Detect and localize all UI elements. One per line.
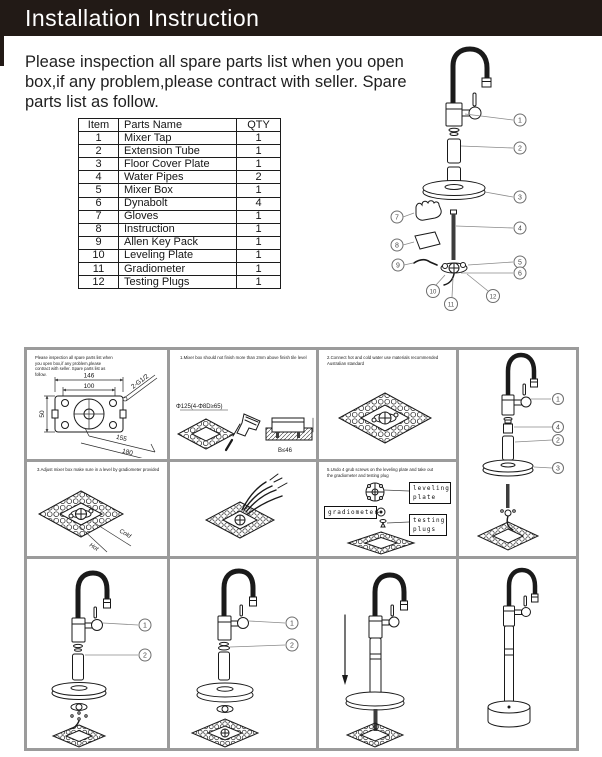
instruction-grid [24,347,579,751]
name-cell: Water Pipes [119,171,237,184]
svg-text:2-G1/2: 2-G1/2 [130,373,151,391]
callout-3 [485,191,526,203]
testing-plugs-label: testing plugs [409,514,447,536]
svg-text:2: 2 [518,145,522,153]
table-row [79,145,281,158]
qty-cell: 1 [237,210,281,223]
svg-text:4: 4 [518,225,522,233]
svg-text:5: 5 [518,259,522,267]
name-cell: Gradiometer [119,263,237,276]
name-cell: Floor Cover Plate [119,158,237,171]
svg-text:7: 7 [395,214,399,222]
item-cell: 3 [79,158,119,171]
svg-text:11: 11 [447,302,455,309]
col-header-parts-name: Parts Name [119,119,237,132]
table-row [79,197,281,210]
table-row [79,158,281,171]
callout-2 [515,435,564,446]
item-cell: 6 [79,197,119,210]
qty-cell: 4 [237,197,281,210]
svg-text:Hot: Hot [87,542,100,553]
panel-caption: 1.Mixer box should not finish more than 2mm above finish tile level [180,355,307,360]
panel-caption: 5.Undo 4 grub screws on the leveling plate and take out the gradiometer and testing plug [327,467,434,478]
faucet-step-drawing [170,559,316,748]
assembled-faucet-drawing [459,559,576,748]
callout-12 [467,274,500,303]
panel-caption: Please inspection all spare parts list when you open box,if any problem,please contract with seller. Spare parts list as follow. [35,355,113,378]
item-cell: 7 [79,210,119,223]
callout-2 [230,639,298,651]
item-cell: 10 [79,249,119,262]
name-cell: Mixer Tap [119,132,237,145]
svg-text:1: 1 [556,396,560,404]
svg-text:2: 2 [143,652,147,660]
item-cell: 2 [79,145,119,158]
callout-2 [461,142,526,154]
panel-caption: 2.Connect hot and cold water use materials recommended Australian standard [327,355,439,366]
item-cell: 8 [79,223,119,236]
item-cell: 9 [79,236,119,249]
mixer-box-top-view-drawing [27,366,167,458]
mixer-box-hoses-drawing [170,462,316,556]
name-cell: Testing Plugs [119,276,237,289]
qty-cell: 1 [237,145,281,158]
callout-1 [249,617,298,629]
qty-cell: 1 [237,276,281,289]
svg-text:2: 2 [556,437,560,445]
callout-2 [85,649,151,661]
cross-section-drawing [266,418,313,440]
table-row [79,184,281,197]
item-cell: 5 [79,184,119,197]
qty-cell: 1 [237,236,281,249]
name-cell: Allen Key Pack [119,236,237,249]
panel-mixer-box-pipes [170,462,316,556]
svg-text:50: 50 [39,410,46,418]
item-cell: 12 [79,276,119,289]
svg-text:8: 8 [395,242,399,250]
qty-cell: 1 [237,249,281,262]
col-header-qty: QTY [237,119,281,132]
qty-cell: 1 [237,132,281,145]
svg-text:12: 12 [489,294,497,301]
callout-1 [531,394,564,405]
callout-11 [445,278,458,311]
allen-key-drawing [414,260,437,265]
item-cell: 4 [79,171,119,184]
svg-text:1: 1 [518,117,522,125]
panel-step5-remove-gradiometer [319,462,456,556]
qty-cell: 1 [237,184,281,197]
cold-hot-connection-drawing [27,472,167,556]
callout-3 [534,463,564,474]
callout-9 [392,259,413,271]
instruction-sheet-drawing [415,232,440,249]
name-cell: Extension Tube [119,145,237,158]
name-cell: Mixer Box [119,184,237,197]
table-row [79,171,281,184]
intro-text: Please inspection all spare parts list when you open box,if any problem,please contract with seller. Spare parts list as follow. [25,53,407,112]
item-cell: 1 [79,132,119,145]
panel-finished-faucet [459,559,576,748]
panel-install-faucet-b [170,559,316,748]
callout-10 [427,275,446,298]
panel-caption: 3.Adjust mixer box make sure in a level by gradiometer provided [37,467,160,472]
callout-1 [103,619,151,631]
tiled-floor-mixer-box-drawing [319,366,456,456]
item-cell: 11 [79,263,119,276]
svg-text:10: 10 [429,289,437,296]
qty-cell: 1 [237,158,281,171]
table-row [79,236,281,249]
faucet-insert-drawing [319,559,456,748]
name-cell: Gloves [119,210,237,223]
callout-5 [468,256,526,268]
faucet-step-drawing [27,559,167,748]
svg-text:180: 180 [121,447,134,458]
leveling-plate-label: leveling plate [409,482,451,504]
svg-text:6: 6 [518,270,522,278]
panel-install-faucet-a [27,559,167,748]
qty-cell: 1 [237,263,281,276]
svg-text:146: 146 [83,372,95,380]
svg-text:9: 9 [396,262,400,270]
svg-text:100: 100 [83,383,95,390]
svg-text:1: 1 [290,620,294,628]
svg-text:2: 2 [290,642,294,650]
tile-hole-drill-drawing [170,362,316,458]
callout-8 [391,239,414,251]
qty-cell: 2 [237,171,281,184]
table-row [79,132,281,145]
table-row [79,210,281,223]
panel-faucet-exploded [459,350,576,556]
name-cell: Dynabolt [119,197,237,210]
panel-insert-faucet [319,559,456,748]
svg-text:3: 3 [518,194,522,202]
callout-4 [456,222,526,234]
callout-7 [391,211,414,223]
faucet-exploded-diagram [385,46,550,332]
faucet-exploded-drawing [459,350,576,556]
name-cell: Instruction [119,223,237,236]
panel-parts-overview [27,350,167,459]
svg-text:Cold: Cold [118,528,132,540]
parts-table [78,118,281,289]
svg-text:4: 4 [556,424,560,432]
page-title: Installation Instruction [25,4,260,31]
svg-text:155: 155 [115,433,128,444]
svg-text:1: 1 [143,622,147,630]
table-row [79,263,281,276]
table-row [79,223,281,236]
table-header-row [79,119,281,132]
svg-text:3: 3 [556,465,560,473]
table-row [79,249,281,262]
svg-text:B≤46: B≤46 [278,448,292,454]
left-edge-strip [0,36,4,66]
table-row [79,276,281,289]
callout-4 [514,422,564,433]
qty-cell: 1 [237,223,281,236]
panel-step1-mixer-box-install [170,350,316,459]
col-header-item: Item [79,119,119,132]
title-bar [0,0,602,36]
panel-step2-connect-water [319,350,456,459]
faucet-drawing [414,49,491,285]
gloves-drawing [416,201,441,220]
name-cell: Leveling Plate [119,249,237,262]
panel-step3-level-mixer-box [27,462,167,556]
svg-text:Φ125(4-Φ8D≥65): Φ125(4-Φ8D≥65) [176,404,223,410]
gradiometer-label: gradiometer [324,506,377,519]
